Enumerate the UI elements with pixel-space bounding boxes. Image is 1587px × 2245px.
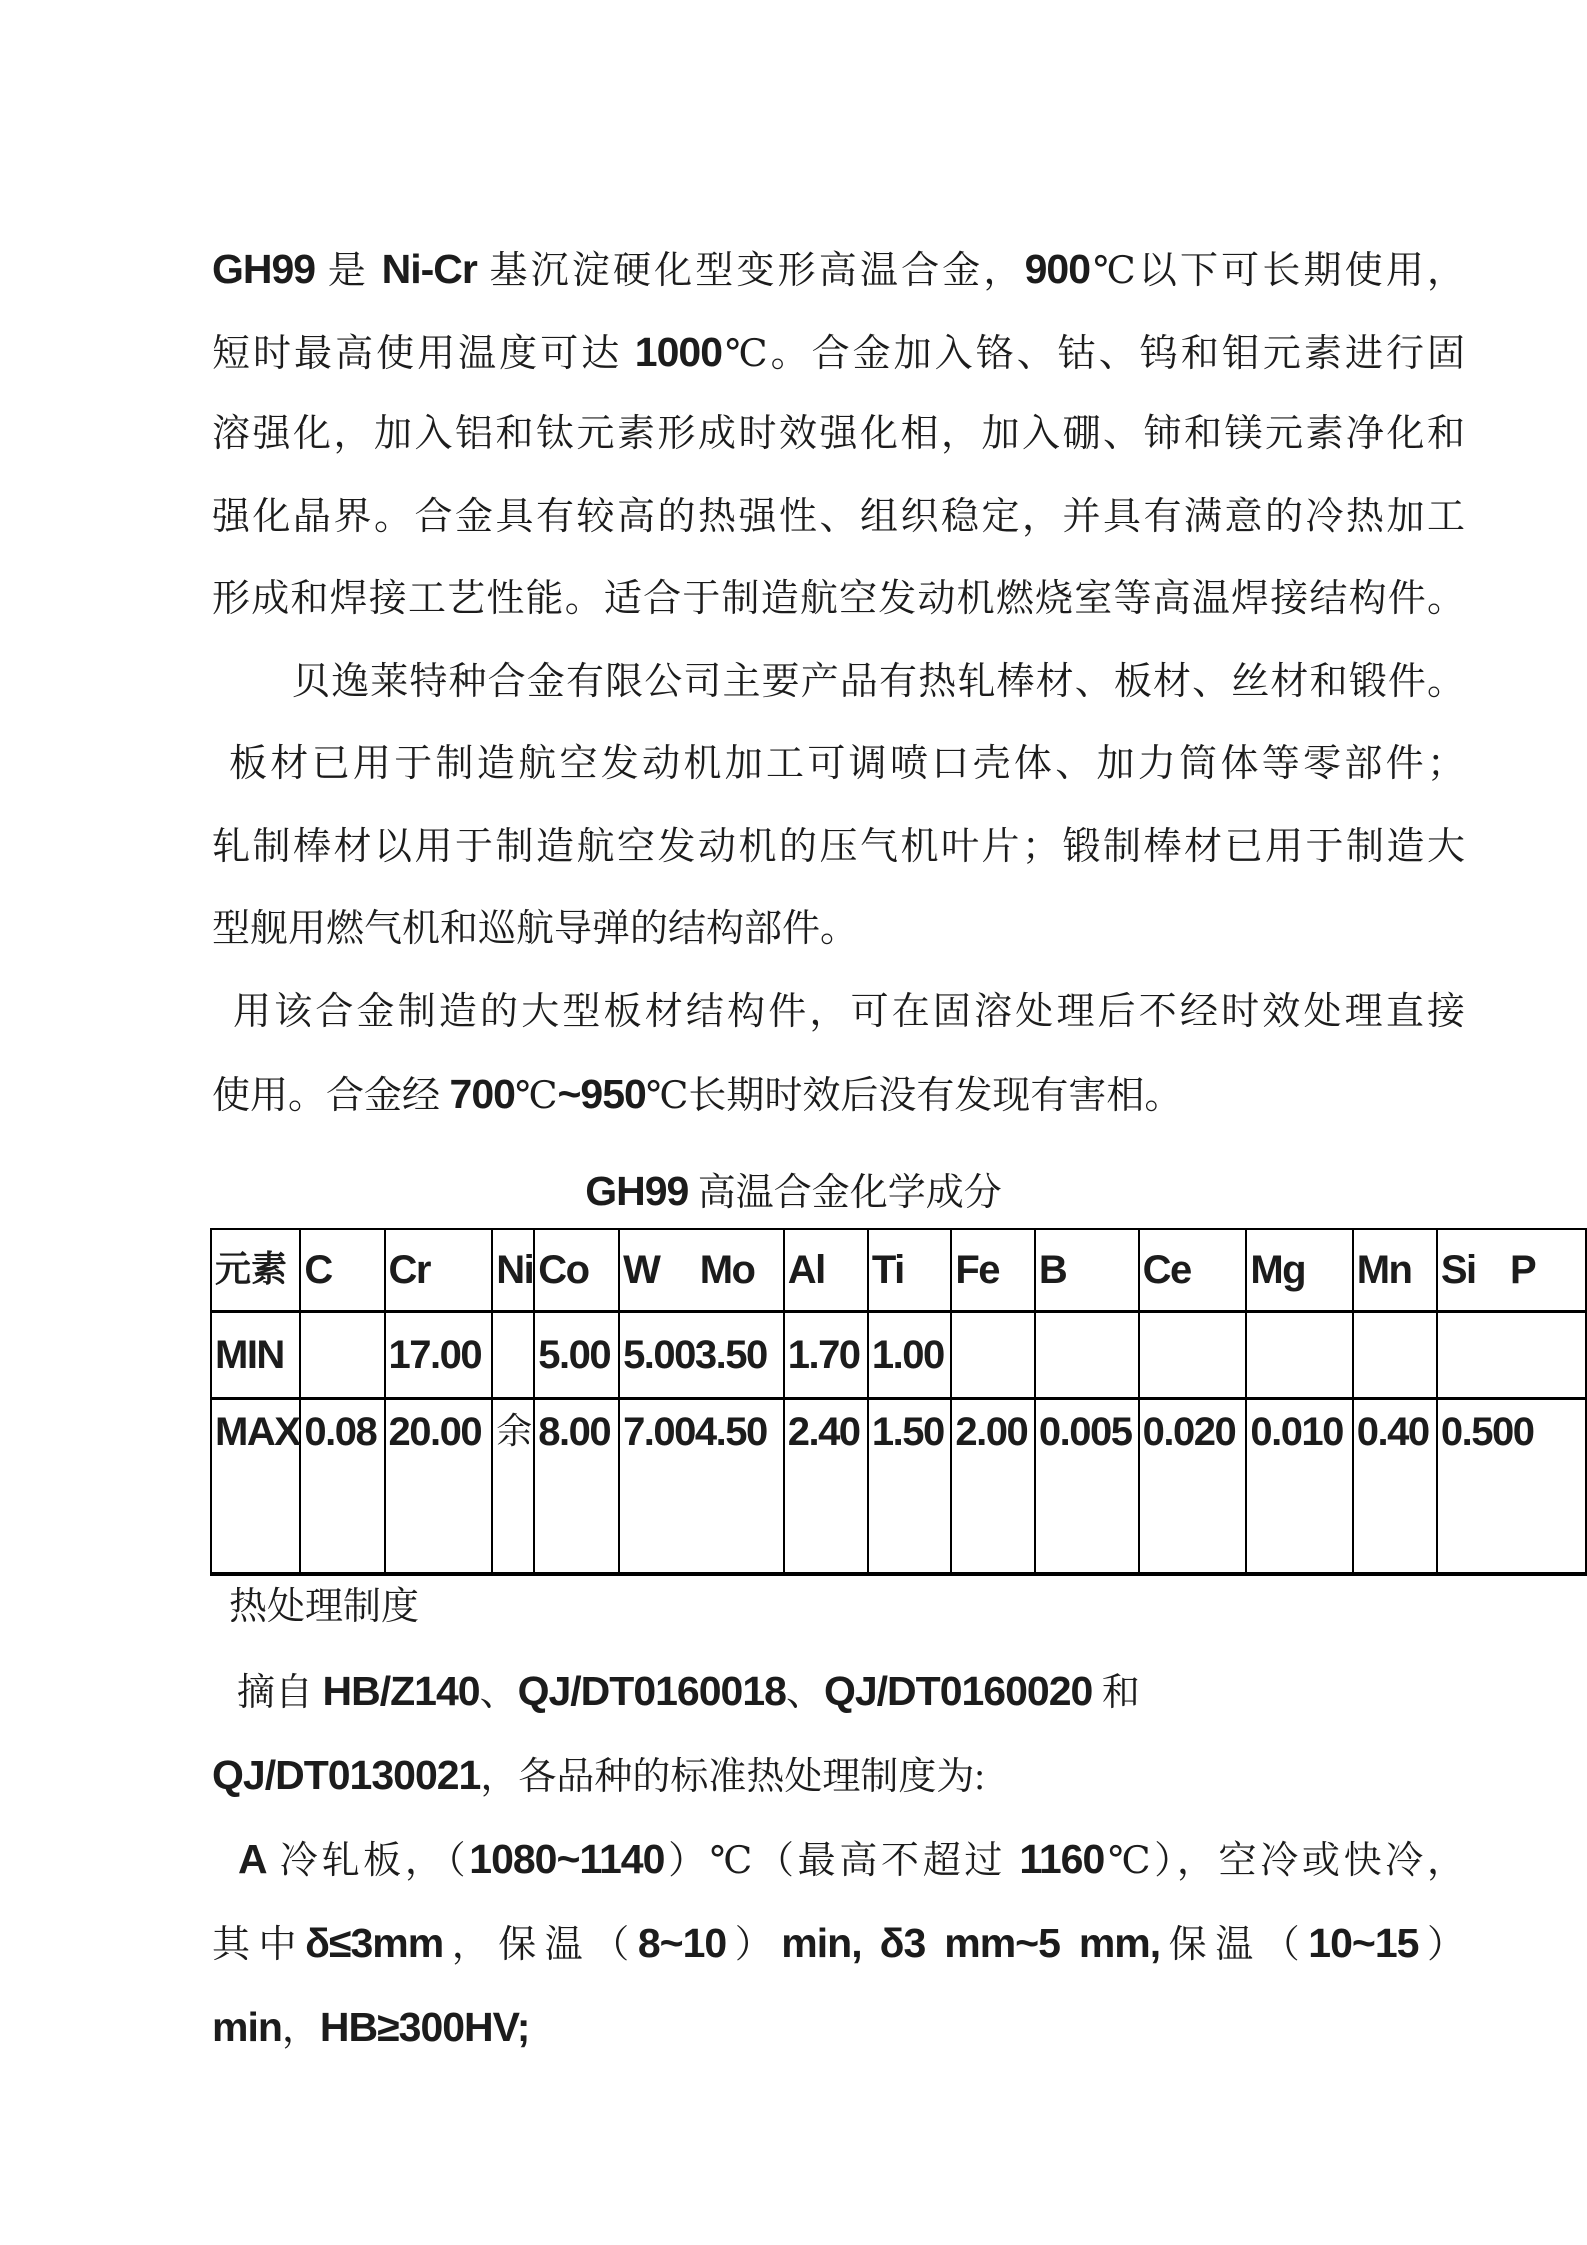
text-line xyxy=(212,246,1465,294)
header-text: Mo xyxy=(699,1248,755,1292)
text-line xyxy=(212,411,1465,457)
bold-run: ~950 xyxy=(557,1071,646,1117)
cell-value: 0.08 xyxy=(304,1410,377,1454)
table-title xyxy=(0,1168,1587,1216)
cell-min-mg xyxy=(1246,1312,1352,1399)
table-row-min xyxy=(211,1312,1586,1399)
cell-value: 1.50 xyxy=(871,1410,944,1454)
cell-max-b xyxy=(1035,1399,1139,1575)
cell-max-co xyxy=(534,1399,619,1575)
cell-max-mn xyxy=(1353,1399,1437,1575)
header-text: Fe xyxy=(955,1248,1000,1292)
text-run: 、 xyxy=(479,1672,518,1714)
bold-run: 900 xyxy=(1024,246,1091,292)
text-run: 用该合金制造的大型板材结构件，可在固溶处理后不经时效处理直接 xyxy=(233,991,1465,1033)
text-run: ）℃（最高不超过 xyxy=(664,1840,1020,1882)
text-run: 高温合金化学成分 xyxy=(688,1172,1002,1214)
header-text: 元素 xyxy=(215,1249,288,1290)
text-line xyxy=(237,1668,1465,1716)
text-run: 强化晶界。合金具有较高的热强性、组织稳定，并具有满意的冷热加工 xyxy=(212,496,1465,538)
text-run: ，保温（ xyxy=(443,1924,638,1966)
cell-min-w_mo xyxy=(619,1312,784,1399)
text-line xyxy=(212,1920,1465,1968)
col-header-ce xyxy=(1139,1229,1247,1312)
cell-value: 0.40 xyxy=(1356,1410,1429,1454)
table-row-max xyxy=(211,1399,1586,1575)
header-text: Si xyxy=(1440,1248,1476,1292)
col-header-si_p xyxy=(1437,1229,1586,1312)
header-text: Co xyxy=(538,1248,589,1292)
text-run: ， xyxy=(281,2008,320,2050)
cell-max-ce xyxy=(1139,1399,1247,1575)
cell-min-co xyxy=(534,1312,619,1399)
cell-value: 4.50 xyxy=(694,1410,767,1454)
cell-min-al xyxy=(784,1312,868,1399)
col-header-b xyxy=(1035,1229,1139,1312)
cell-value: 2.00 xyxy=(955,1410,1028,1454)
cell-max-cr xyxy=(385,1399,493,1575)
col-header-mg xyxy=(1246,1229,1352,1312)
header-text: Al xyxy=(787,1248,825,1292)
row-label-text: MIN xyxy=(215,1333,284,1377)
text-run: 基沉淀硬化型变形高温合金， xyxy=(476,250,1025,292)
text-run: 短时最高使用温度可达 xyxy=(212,333,635,375)
merged-header xyxy=(1441,1248,1585,1292)
text-run: 和 xyxy=(1092,1672,1140,1714)
cell-min-ce xyxy=(1139,1312,1247,1399)
bold-run: 8~10 xyxy=(637,1920,727,1966)
text-line xyxy=(292,659,1465,705)
cell-min-ni xyxy=(492,1312,534,1399)
header-text: Ce xyxy=(1142,1248,1191,1292)
cell-min-ti xyxy=(868,1312,952,1399)
bold-run: δ≤3mm xyxy=(305,1920,444,1966)
bold-run: QJ/DT0130021 xyxy=(212,1752,481,1798)
bold-run: QJ/DT0160018 xyxy=(517,1668,786,1714)
cell-value: 5.00 xyxy=(623,1333,695,1377)
bold-run: GH99 xyxy=(585,1168,689,1214)
text-line xyxy=(212,1071,1465,1119)
cell-value: 0.010 xyxy=(1250,1410,1343,1454)
text-line xyxy=(233,989,1465,1035)
text-line xyxy=(212,494,1465,540)
text-run: 溶强化，加入铝和钛元素形成时效强化相，加入硼、铈和镁元素净化和 xyxy=(212,413,1465,455)
text-run: 是 xyxy=(315,250,382,292)
cell-value: 2.40 xyxy=(787,1410,860,1454)
header-text: Mg xyxy=(1250,1248,1306,1292)
cell-value: 1.00 xyxy=(871,1333,944,1377)
header-text: Cr xyxy=(388,1248,430,1292)
merged-header xyxy=(623,1248,783,1292)
text-run: ℃ xyxy=(514,1075,558,1117)
table-header-row xyxy=(211,1229,1586,1312)
text-line xyxy=(238,1836,1465,1884)
text-run: 贝逸莱特种合金有限公司主要产品有热轧棒材、板材、丝材和锻件。 xyxy=(292,661,1465,703)
col-header-fe xyxy=(951,1229,1035,1312)
text-run: 其中 xyxy=(212,1924,306,1966)
text-run: ，各品种的标准热处理制度为: xyxy=(480,1756,985,1798)
text-run: 形成和焊接工艺性能。适合于制造航空发动机燃烧室等高温焊接结构件。 xyxy=(212,578,1465,620)
col-header-co xyxy=(534,1229,619,1312)
header-text: P xyxy=(1510,1248,1536,1292)
text-run xyxy=(862,1924,880,1966)
row-label xyxy=(211,1312,300,1399)
cell-value: 0.020 xyxy=(1142,1410,1236,1454)
bold-run: QJ/DT0160020 xyxy=(823,1668,1093,1714)
cell-min-fe xyxy=(951,1312,1035,1399)
text-run: 热处理制度 xyxy=(229,1586,420,1628)
header-text: C xyxy=(304,1248,332,1292)
cell-min-c xyxy=(300,1312,384,1399)
col-header-ti xyxy=(868,1229,952,1312)
text-run: 型舰用燃气机和巡航导弹的结构部件。 xyxy=(212,908,859,950)
bold-run: GH99 xyxy=(212,246,316,292)
cell-max-c xyxy=(300,1399,384,1575)
cell-value: 3.50 xyxy=(694,1333,767,1377)
bold-run: HB≥300HV; xyxy=(319,2004,530,2050)
cell-max-ni xyxy=(492,1399,534,1575)
text-run: 轧制棒材以用于制造航空发动机的压气机叶片；锻制棒材已用于制造大 xyxy=(212,826,1465,868)
row-label xyxy=(211,1399,300,1575)
bold-run: 1080~1140 xyxy=(469,1836,665,1882)
text-run: 保温（ xyxy=(1160,1924,1309,1966)
text-run: ℃长期时效后没有发现有害相。 xyxy=(645,1075,1183,1117)
text-run: 使用。合金经 xyxy=(212,1075,450,1117)
text-run: 摘自 xyxy=(237,1672,323,1714)
cell-min-b xyxy=(1035,1312,1139,1399)
header-text: B xyxy=(1038,1248,1067,1292)
col-header-al xyxy=(784,1229,868,1312)
cell-max-mg xyxy=(1246,1399,1352,1575)
col-header-mn xyxy=(1353,1229,1437,1312)
col-header-element xyxy=(211,1229,300,1312)
cell-value: 17.00 xyxy=(388,1333,482,1377)
row-label-text: MAX xyxy=(215,1410,300,1454)
text-run: ） xyxy=(726,1924,782,1966)
bold-run: min xyxy=(212,2004,282,2050)
header-text: W xyxy=(623,1248,660,1292)
cell-max-fe xyxy=(951,1399,1035,1575)
text-run: ℃以下可长期使用， xyxy=(1090,250,1465,292)
text-line xyxy=(212,906,1465,952)
cell-min-si_p xyxy=(1437,1312,1586,1399)
cell-value: 7.00 xyxy=(623,1410,695,1454)
text-line xyxy=(212,1752,1465,1800)
text-run: 冷轧板，（ xyxy=(266,1840,470,1882)
col-header-c xyxy=(300,1229,384,1312)
text-line xyxy=(212,329,1465,377)
text-line xyxy=(229,741,1465,787)
cell-value: 0.50 xyxy=(1440,1410,1513,1454)
bold-run: 10~15 xyxy=(1308,1920,1419,1966)
cell-max-si_p xyxy=(1437,1399,1586,1575)
cell-value: 1.70 xyxy=(787,1333,860,1377)
cell-value: 5.00 xyxy=(538,1333,611,1377)
col-header-cr xyxy=(385,1229,493,1312)
text-run: 、 xyxy=(785,1672,824,1714)
cell-min-mn xyxy=(1353,1312,1437,1399)
bold-run: min, xyxy=(781,1920,862,1966)
bold-run: HB/Z140 xyxy=(322,1668,480,1714)
col-header-ni xyxy=(492,1229,534,1312)
header-text: Ti xyxy=(871,1248,904,1292)
cell-value: 20.00 xyxy=(388,1410,482,1454)
text-line xyxy=(229,1584,1465,1630)
cell-max-w_mo xyxy=(619,1399,784,1575)
cell-max-al xyxy=(784,1399,868,1575)
bold-run: 1160 xyxy=(1019,1836,1105,1882)
text-line xyxy=(212,576,1465,622)
col-header-w_mo xyxy=(619,1229,784,1312)
bold-run: A xyxy=(238,1836,267,1882)
cell-value: 8.00 xyxy=(538,1410,611,1454)
cell-value: 0.005 xyxy=(1038,1410,1132,1454)
cell-max-ti xyxy=(868,1399,952,1575)
bold-run: δ3 mm~5 mm, xyxy=(879,1920,1161,1966)
bold-run: 700 xyxy=(449,1071,515,1117)
text-line xyxy=(212,824,1465,870)
text-run: ） xyxy=(1418,1924,1465,1966)
bold-run: Ni-Cr xyxy=(381,246,477,292)
bold-run: 1000 xyxy=(634,329,723,375)
text-run: 板材已用于制造航空发动机加工可调喷口壳体、加力筒体等零部件； xyxy=(229,743,1465,785)
header-text: Ni xyxy=(496,1248,534,1292)
cell-value: 余 xyxy=(496,1411,533,1451)
header-text: Mn xyxy=(1356,1248,1412,1292)
text-run: ℃。合金加入铬、钴、钨和钼元素进行固 xyxy=(722,333,1465,375)
text-line xyxy=(212,2004,1465,2052)
cell-value: 0 xyxy=(1512,1410,1534,1454)
cell-min-cr xyxy=(385,1312,493,1399)
text-run: ℃），空冷或快冷， xyxy=(1104,1840,1465,1882)
composition-table xyxy=(210,1228,1587,1576)
